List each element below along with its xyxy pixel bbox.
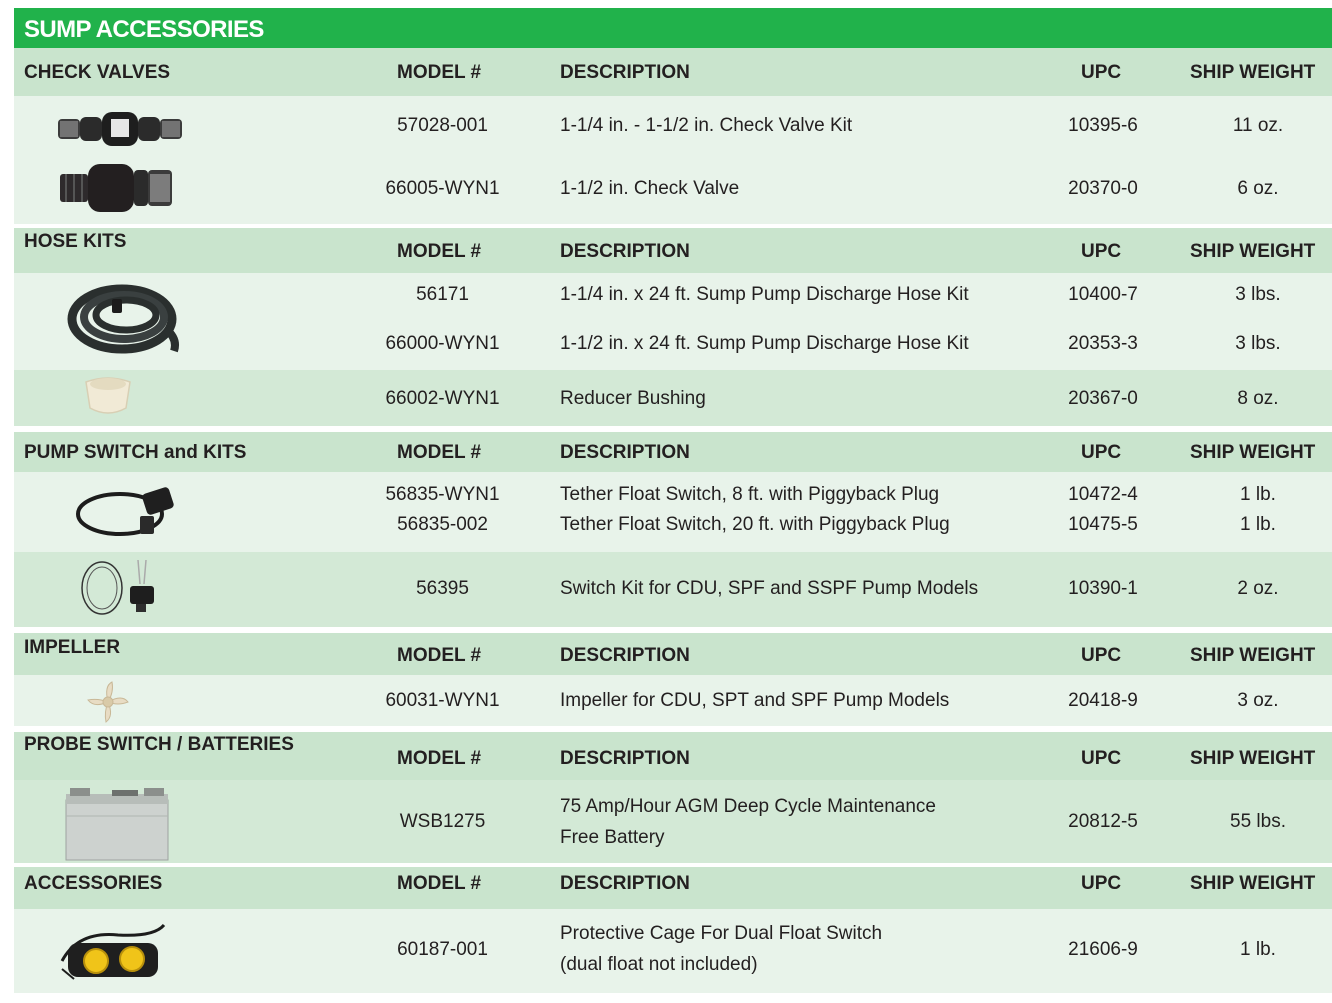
upc: 20812-5 [1068,811,1138,832]
model-number: 56835-002 [397,514,488,535]
section-header [14,48,1332,96]
ship-weight: 6 oz. [1237,178,1279,199]
upc: 20367-0 [1068,388,1138,409]
model-number: 60187-001 [397,939,488,960]
ship-weight: 1 lb. [1240,514,1276,535]
tether-float-switch-icon [74,486,178,540]
column-header-upc: UPC [1081,873,1122,894]
model-number: 66002-WYN1 [385,388,500,409]
section-header [14,228,1332,273]
model-number: 56395 [416,578,469,599]
ship-weight: 1 lb. [1240,939,1276,960]
column-header-model: MODEL # [397,62,482,83]
check-valve-icon [58,160,174,216]
section-impeller [14,633,1332,726]
section-body [14,675,1332,726]
column-header-ship-weight: SHIP WEIGHT [1190,748,1316,769]
battery-icon [64,788,170,862]
section-body [14,370,1332,426]
table-row [14,384,1332,414]
model-number: 56171 [416,284,469,305]
description: Switch Kit for CDU, SPF and SSPF Pump Models [560,578,979,599]
category-label: IMPELLER [24,637,121,658]
table-row [14,174,1332,204]
protective-cage-icon [58,921,170,983]
column-header-upc: UPC [1081,645,1122,666]
section-body [14,472,1332,552]
column-header-model: MODEL # [397,748,482,769]
column-header-model: MODEL # [397,645,482,666]
ship-weight: 2 oz. [1237,578,1279,599]
column-header-description: DESCRIPTION [560,442,690,463]
section-body [14,780,1332,863]
upc: 20418-9 [1068,690,1138,711]
description: Tether Float Switch, 8 ft. with Piggyback Plug [560,484,940,505]
column-header-description: DESCRIPTION [560,62,690,83]
table-row [14,686,1332,716]
column-header-ship-weight: SHIP WEIGHT [1190,241,1316,262]
column-header-upc: UPC [1081,241,1122,262]
description: (dual float not included) [560,954,758,975]
upc: 10472-4 [1068,484,1138,505]
table-row [14,329,1332,359]
category-label: PUMP SWITCH and KITS [24,442,247,463]
reducer-bushing-icon [82,374,134,418]
model-number: 66000-WYN1 [385,333,500,354]
impeller-icon [82,680,134,724]
column-header-description: DESCRIPTION [560,873,690,894]
description: 1-1/2 in. Check Valve [560,178,740,199]
upc: 20370-0 [1068,178,1138,199]
category-label: HOSE KITS [24,231,127,252]
section-probe-switch-batteries [14,732,1332,863]
ship-weight: 11 oz. [1232,115,1284,136]
column-header-upc: UPC [1081,62,1122,83]
column-header-model: MODEL # [397,442,482,463]
model-number: 57028-001 [397,115,488,136]
upc: 10390-1 [1068,578,1138,599]
upc: 10475-5 [1068,514,1138,535]
description: 1-1/4 in. x 24 ft. Sump Pump Discharge Hose Kit [560,284,969,305]
ship-weight: 3 lbs. [1235,284,1281,305]
column-header-model: MODEL # [397,873,482,894]
description: Free Battery [560,827,665,848]
description: 1-1/2 in. x 24 ft. Sump Pump Discharge Hose Kit [560,333,969,354]
description: Protective Cage For Dual Float Switch [560,923,883,944]
description: Impeller for CDU, SPT and SPF Pump Models [560,690,950,711]
switch-kit-icon [78,558,162,618]
model-number: 66005-WYN1 [385,178,500,199]
section-hose-kits [14,228,1332,426]
model-number: 56835-WYN1 [385,484,500,505]
column-header-ship-weight: SHIP WEIGHT [1190,442,1316,463]
upc: 20353-3 [1068,333,1138,354]
ship-weight: 3 lbs. [1235,333,1281,354]
section-pump-switch [14,432,1332,627]
category-label: CHECK VALVES [24,62,171,83]
section-body [14,552,1332,627]
table-row [14,574,1332,604]
description: 75 Amp/Hour AGM Deep Cycle Maintenance [560,796,936,817]
column-header-upc: UPC [1081,748,1122,769]
section-accessories [14,867,1332,993]
ship-weight: 55 lbs. [1230,811,1286,832]
ship-weight: 8 oz. [1237,388,1279,409]
column-header-ship-weight: SHIP WEIGHT [1190,873,1316,894]
column-header-description: DESCRIPTION [560,241,690,262]
upc: 21606-9 [1068,939,1138,960]
model-number: 60031-WYN1 [385,690,500,711]
model-number: WSB1275 [399,811,486,832]
accessories-table [14,8,1332,993]
table-row [14,919,1332,979]
section-check-valves [14,48,1332,224]
table-title: SUMP ACCESSORIES [14,8,1332,48]
upc: 10395-6 [1068,115,1138,136]
table-row [14,111,1332,141]
ship-weight: 1 lb. [1240,484,1276,505]
description: 1-1/4 in. - 1-1/2 in. Check Valve Kit [560,115,853,136]
table-row [14,792,1332,852]
column-header-model: MODEL # [397,241,482,262]
check-valve-kit-icon [56,109,184,149]
column-header-description: DESCRIPTION [560,748,690,769]
description: Reducer Bushing [560,388,706,409]
section-header [14,867,1332,909]
section-header [14,432,1332,472]
description: Tether Float Switch, 20 ft. with Piggyback Plug [560,514,950,535]
section-header [14,732,1332,780]
section-body [14,909,1332,993]
upc: 10400-7 [1068,284,1138,305]
table-row [14,280,1332,310]
column-header-ship-weight: SHIP WEIGHT [1190,62,1316,83]
section-body [14,96,1332,224]
section-body [14,273,1332,370]
category-label: PROBE SWITCH / BATTERIES [24,734,294,755]
column-header-upc: UPC [1081,442,1122,463]
ship-weight: 3 oz. [1237,690,1279,711]
category-label: ACCESSORIES [24,873,163,894]
column-header-ship-weight: SHIP WEIGHT [1190,645,1316,666]
section-header [14,633,1332,675]
column-header-description: DESCRIPTION [560,645,690,666]
table-row [14,480,1332,540]
